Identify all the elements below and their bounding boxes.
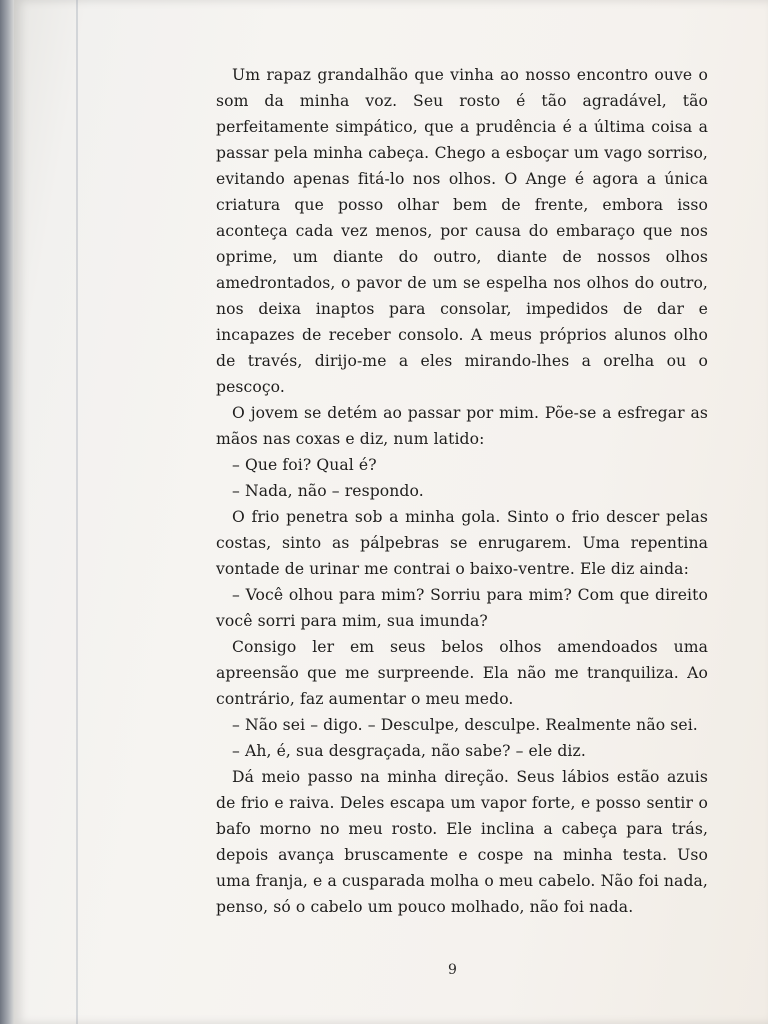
paragraph-1: Um rapaz grandalhão que vinha ao nosso encontro ouve o som da minha voz. Seu rosto é tão agradável, tão perfeitamente simpático, que a prudência é a última coisa a passar pela minha cabeça. Chego a esboçar um vago sorriso, evitando apenas fitá-lo nos olhos. O Ange é agora a única criatura que posso olhar bem de frente, embora isso aconteça cada vez menos, por causa do embaraço que nos oprime, um diante do outro, diante de nossos olhos amedrontados, o pavor de um se espelha nos olhos do outro, nos deixa inaptos para consolar, impedidos de dar e incapazes de receber consolo. A meus próprios alunos olho de través, dirijo-me a eles mirando-lhes a orelha ou o pescoço. (216, 66, 708, 396)
paragraph-2: O jovem se detém ao passar por mim. Põe-se a esfregar as mãos nas coxas e diz, num latido: (216, 404, 708, 448)
dialogue-line-3: – Você olhou para mim? Sorriu para mim? Com que direito você sorri para mim, sua imunda? (216, 586, 708, 630)
body-text (216, 62, 708, 920)
dialogue-line-2: – Nada, não – respondo. (232, 482, 424, 500)
book-spine-shadow (0, 0, 14, 1024)
paragraph-5: Dá meio passo na minha direção. Seus lábios estão azuis de frio e raiva. Deles escapa um vapor forte, e posso sentir o bafo morno no meu rosto. Ele inclina a cabeça para trás, depois avança bruscamente e cospe na minha testa. Uso uma franja, e a cusparada molha o meu cabelo. Não foi nada, penso, só o cabelo um pouco molhado, não foi nada. (216, 768, 708, 916)
dialogue-line-4: – Não sei – digo. – Desculpe, desculpe. Realmente não sei. (232, 716, 698, 734)
dialogue-line-1: – Que foi? Qual é? (232, 456, 377, 474)
page-number: 9 (448, 962, 457, 978)
page-edge-line (76, 0, 78, 1024)
paragraph-3: O frio penetra sob a minha gola. Sinto o frio descer pelas costas, sinto as pálpebras se enrugarem. Uma repentina vontade de urinar me contrai o baixo-ventre. Ele diz ainda: (216, 508, 708, 578)
paragraph-4: Consigo ler em seus belos olhos amendoados uma apreensão que me surpreende. Ela não me tranquiliza. Ao contrário, faz aumentar o meu medo. (216, 638, 708, 708)
dialogue-line-5: – Ah, é, sua desgraçada, não sabe? – ele diz. (232, 742, 586, 760)
